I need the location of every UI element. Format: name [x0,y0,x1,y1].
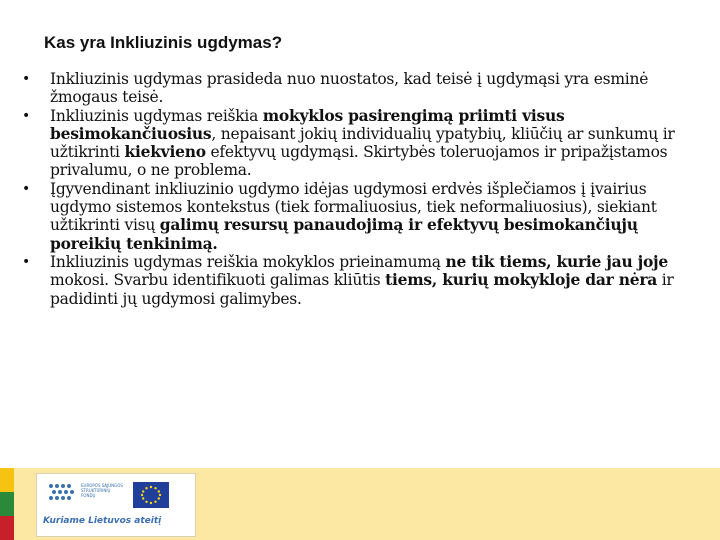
bullet-text: Inkliuzinis ugdymas prasideda nuo nuostatos, kad teisė į ugdymąsi yra esminė žmogaus teisė. [50,70,649,107]
bullet-text: efektyvų ugdymąsi. Skirtybės toleruojamos ir pripažįstamos privalumu, o ne problema. [50,143,668,180]
bullet-text-bold: tiems, kurių mokykloje dar nėra [385,270,658,290]
slogan-text: Kuriame Lietuvos ateitį [43,516,162,526]
bullet-marker: • [22,71,31,87]
logo-box [36,473,196,537]
bullet-text-bold: mokyklos pasirengimą priimti visus besimokančiuosius [50,105,565,143]
bullet-item [22,180,702,253]
bullet-marker: • [22,180,31,197]
bullet-text: Inkliuzinis ugdymas reiškia mokyklos prieinamumą [50,252,446,271]
bullet-list [22,70,702,308]
bullet-marker: • [22,107,31,124]
bullet-item [22,253,702,308]
bullet-text: mokosi. Svarbu identifikuoti galimas kliūtis [50,271,386,290]
bullet-text-bold: kiekvieno [124,142,206,162]
bullet-text: , nepaisant jokių individualių ypatybių, kliūčių ar sunkumų ir užtikrinti [50,124,675,162]
slide-title: Kas yra Inkliuzinis ugdymas? [44,33,283,52]
eu-flag-icon [133,482,169,508]
flag-stripe-green [0,492,14,516]
bullet-item [22,70,702,107]
bullet-text: Inkliuzinis ugdymas reiškia [50,106,263,125]
lithuania-flag-icon [0,468,14,540]
footer-band [0,468,720,540]
structural-funds-emblem-icon [45,480,77,508]
bullet-text: ir padidinti jų ugdymosi galimybes. [50,271,674,308]
bullet-text: Įgyvendinant inkliuzinio ugdymo idėjas ugdymosi erdvės išplečiamos į įvairius ugdymo sistemos kontekstus (tiek formaliuosius, tiek neformaliuosius), siekiant užtikrinti visų [50,179,657,235]
bullet-text-bold: galimų resursų panaudojimą ir efektyvų besimokančiųjų poreikių tenkinimą. [50,215,638,253]
bullet-text-bold: ne tik tiems, kurie jau joje [445,251,669,271]
bullet-item [22,107,702,180]
flag-stripe-red [0,516,14,540]
org-text: EUROPOS SĄJUNGOS STRUKTŪRINIŲ FONDŲ [81,483,123,498]
bullet-marker: • [22,253,31,270]
flag-stripe-yellow [0,468,14,492]
